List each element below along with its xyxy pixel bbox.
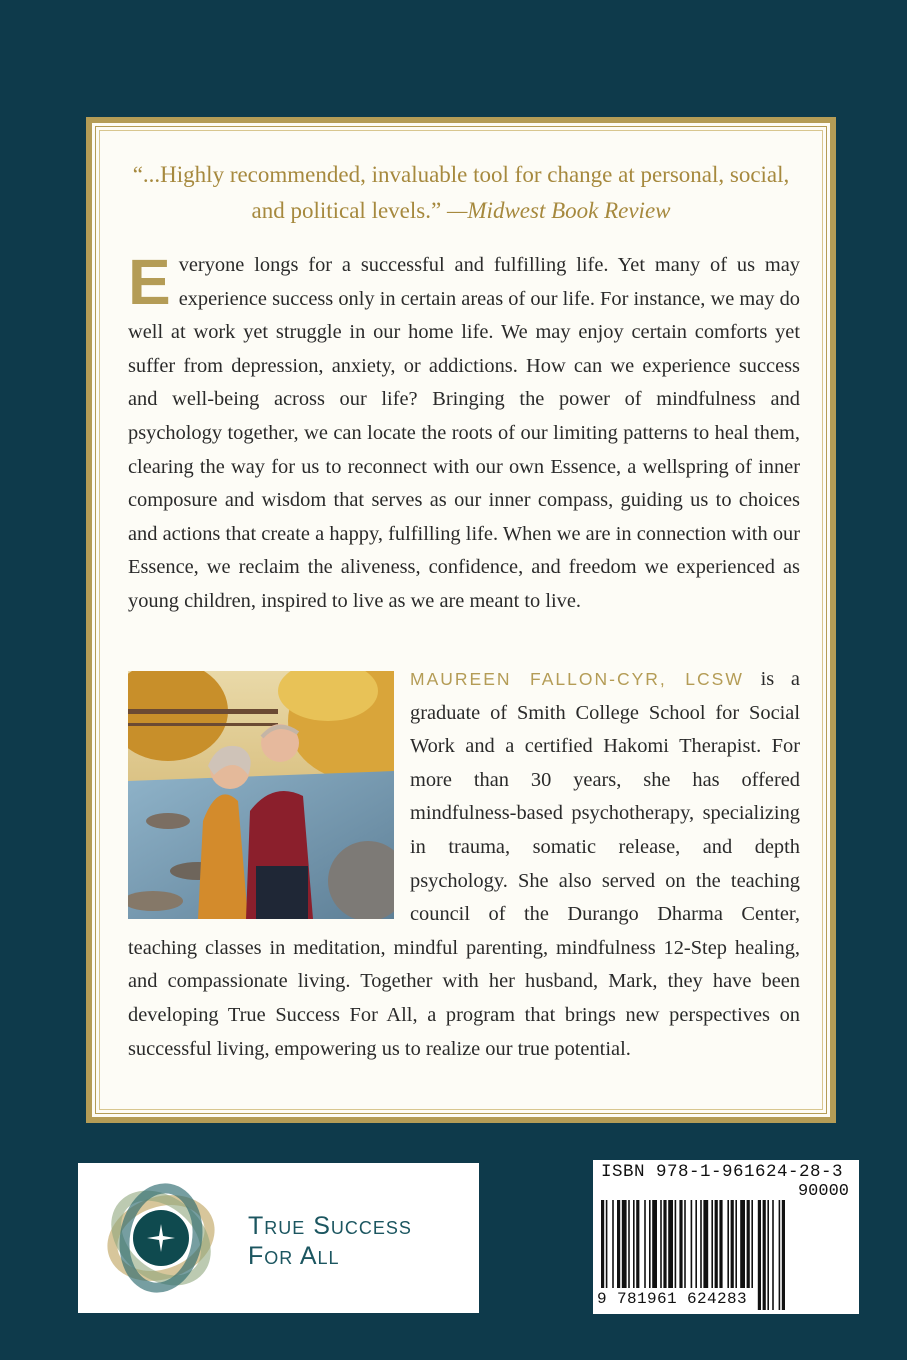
price-code: 90000 — [797, 1182, 849, 1201]
barcode-bar — [767, 1200, 769, 1310]
drop-cap: E — [128, 246, 171, 318]
star-lotus-icon — [98, 1177, 224, 1299]
quote-source: —Midwest Book Review — [446, 198, 671, 223]
publisher-name-line1: True Success — [248, 1212, 412, 1240]
author-name: MAUREEN FALLON-CYR, LCSW — [410, 669, 744, 689]
barcode-bar — [763, 1200, 766, 1310]
quote-text: “...Highly recommended, invaluable tool for change at personal, social, and political levels.” — [132, 162, 790, 223]
book-description — [128, 246, 800, 619]
author-bio — [128, 663, 800, 1066]
isbn-barcode — [593, 1160, 859, 1314]
barcode-bar — [758, 1200, 761, 1310]
barcode-bar — [772, 1200, 774, 1310]
publisher-name-line2: For All — [248, 1242, 340, 1270]
publisher-logo-box — [78, 1163, 479, 1313]
isbn-label: ISBN 978-1-961624-28-3 — [601, 1162, 844, 1182]
publisher-name — [248, 1211, 412, 1271]
author-photo-image — [128, 671, 394, 919]
description-text: veryone longs for a successful and fulfilling life. Yet many of us may experience success only in certain areas of our life. For instance, we may do well at work yet struggle in our home life. We may enjoy certain comforts yet suffer from depression, anxiety, or addictions. How can we experience success and well-being across our life? Bringing the power of mindfulness and psychology together, we can locate the roots of our limiting patterns to heal them, clearing the way for us to reconnect with our own Essence, a wellspring of inner composure and wisdom that serves as our inner compass, guiding us to choices and actions that create a happy, fulfilling life. When we are in connection with our Essence, we reclaim the aliveness, confidence, and freedom we experienced as young children, inspired to live as we are meant to live. — [128, 254, 800, 612]
barcode-bar — [779, 1200, 781, 1310]
barcode-bar — [782, 1200, 785, 1310]
back-cover-panel — [86, 117, 836, 1123]
author-bio-text: is a graduate of Smith College School for Social Work and a certified Hakomi Therapist. For more than 30 years, she has offered mindfulness-based psychotherapy, specializing in trauma, somatic release, and depth psychology. She also served on the teaching council of the Durango Dharma Center, teaching classes in meditation, mindful parenting, mindfulness 12-Step healing, and compassionate living. Together with her husband, Mark, they have been developing True Success For All, a program that brings new perspectives on successful living, empowering us to realize our true potential. — [128, 668, 800, 1060]
barcode-digits: 9 781961 624283 — [597, 1288, 755, 1310]
review-quote — [122, 157, 800, 229]
author-photo — [128, 671, 394, 919]
